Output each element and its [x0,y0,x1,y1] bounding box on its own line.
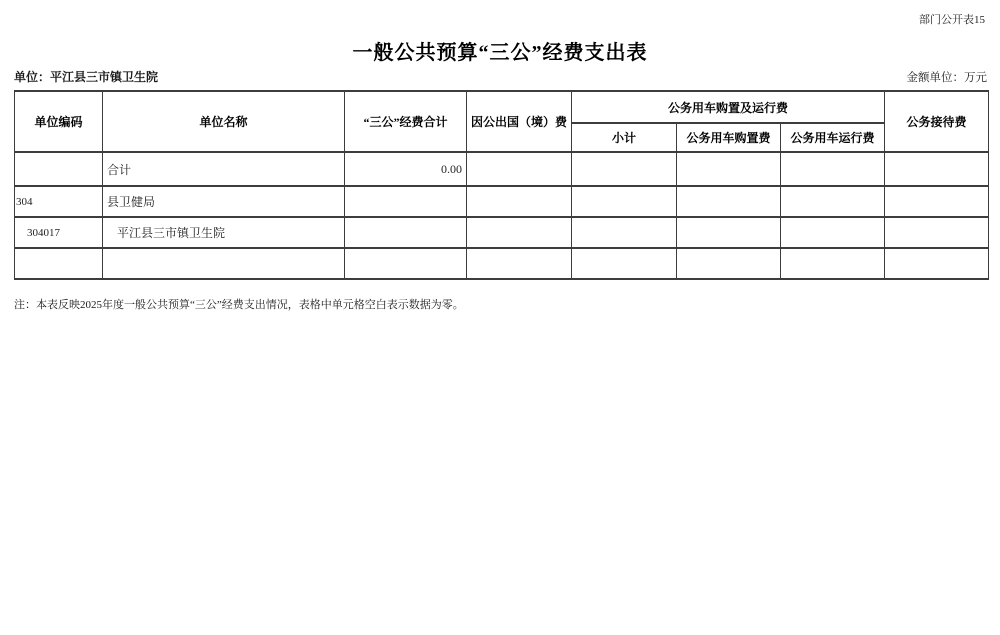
cell-unit-name: 县卫健局 [103,186,345,217]
col-header-unit-name: 单位名称 [103,91,345,152]
cell-vehicle-operation [781,152,885,186]
cell-unit-name: 平江县三市镇卫生院 [103,217,345,248]
cell-abroad-fee [467,248,572,279]
col-header-vehicle-subtotal: 小计 [572,123,677,152]
cell-vehicle-purchase [677,248,781,279]
table-row-health-center [15,217,989,248]
cell-vehicle-subtotal [572,248,677,279]
cell-sangong-total [345,248,467,279]
cell-vehicle-subtotal [572,186,677,217]
cell-abroad-fee [467,186,572,217]
cell-vehicle-operation [781,248,885,279]
cell-abroad-fee [467,152,572,186]
cell-reception-fee [885,152,989,186]
meta-row [14,68,987,85]
cell-vehicle-subtotal [572,217,677,248]
cell-reception-fee [885,248,989,279]
cell-reception-fee [885,186,989,217]
col-header-vehicle-purchase: 公务用车购置费 [677,123,781,152]
col-header-sangong-total: “三公”经费合计 [345,91,467,152]
doc-label: 部门公开表15 [919,14,985,26]
table-row-bureau [15,186,989,217]
cell-unit-code: 304 [15,186,103,217]
cell-vehicle-operation [781,186,885,217]
cell-vehicle-purchase [677,217,781,248]
cell-sangong-total [345,217,467,248]
col-header-abroad-fee: 因公出国（境）费 [467,91,572,152]
col-header-vehicle-group: 公务用车购置及运行费 [572,91,885,123]
table-row-total [15,152,989,186]
header-row-group [15,91,989,123]
unit-label: 单位：平江县三市镇卫生院 [14,70,159,84]
cell-vehicle-subtotal [572,152,677,186]
col-header-reception-fee: 公务接待费 [885,91,989,152]
cell-vehicle-operation [781,217,885,248]
cell-sangong-total [345,186,467,217]
cell-unit-code [15,248,103,279]
col-header-vehicle-operation: 公务用车运行费 [781,123,885,152]
cell-unit-code: 304017 [15,217,103,248]
col-header-unit-code: 单位编码 [15,91,103,152]
cell-unit-name [103,248,345,279]
footnote: 注：本表反映2025年度一般公共预算“三公”经费支出情况，表格中单元格空白表示数据为零。 [14,299,464,311]
page-title: 一般公共预算“三公”经费支出表 [352,42,648,64]
table-row-empty [15,248,989,279]
cell-vehicle-purchase [677,186,781,217]
cell-abroad-fee [467,217,572,248]
amount-unit-label: 金额单位：万元 [906,72,987,84]
cell-unit-code [15,152,103,186]
cell-vehicle-purchase [677,152,781,186]
cell-sangong-total: 0.00 [345,152,467,186]
sangong-expenditure-table [14,90,989,280]
cell-unit-name: 合计 [103,152,345,186]
cell-reception-fee [885,217,989,248]
